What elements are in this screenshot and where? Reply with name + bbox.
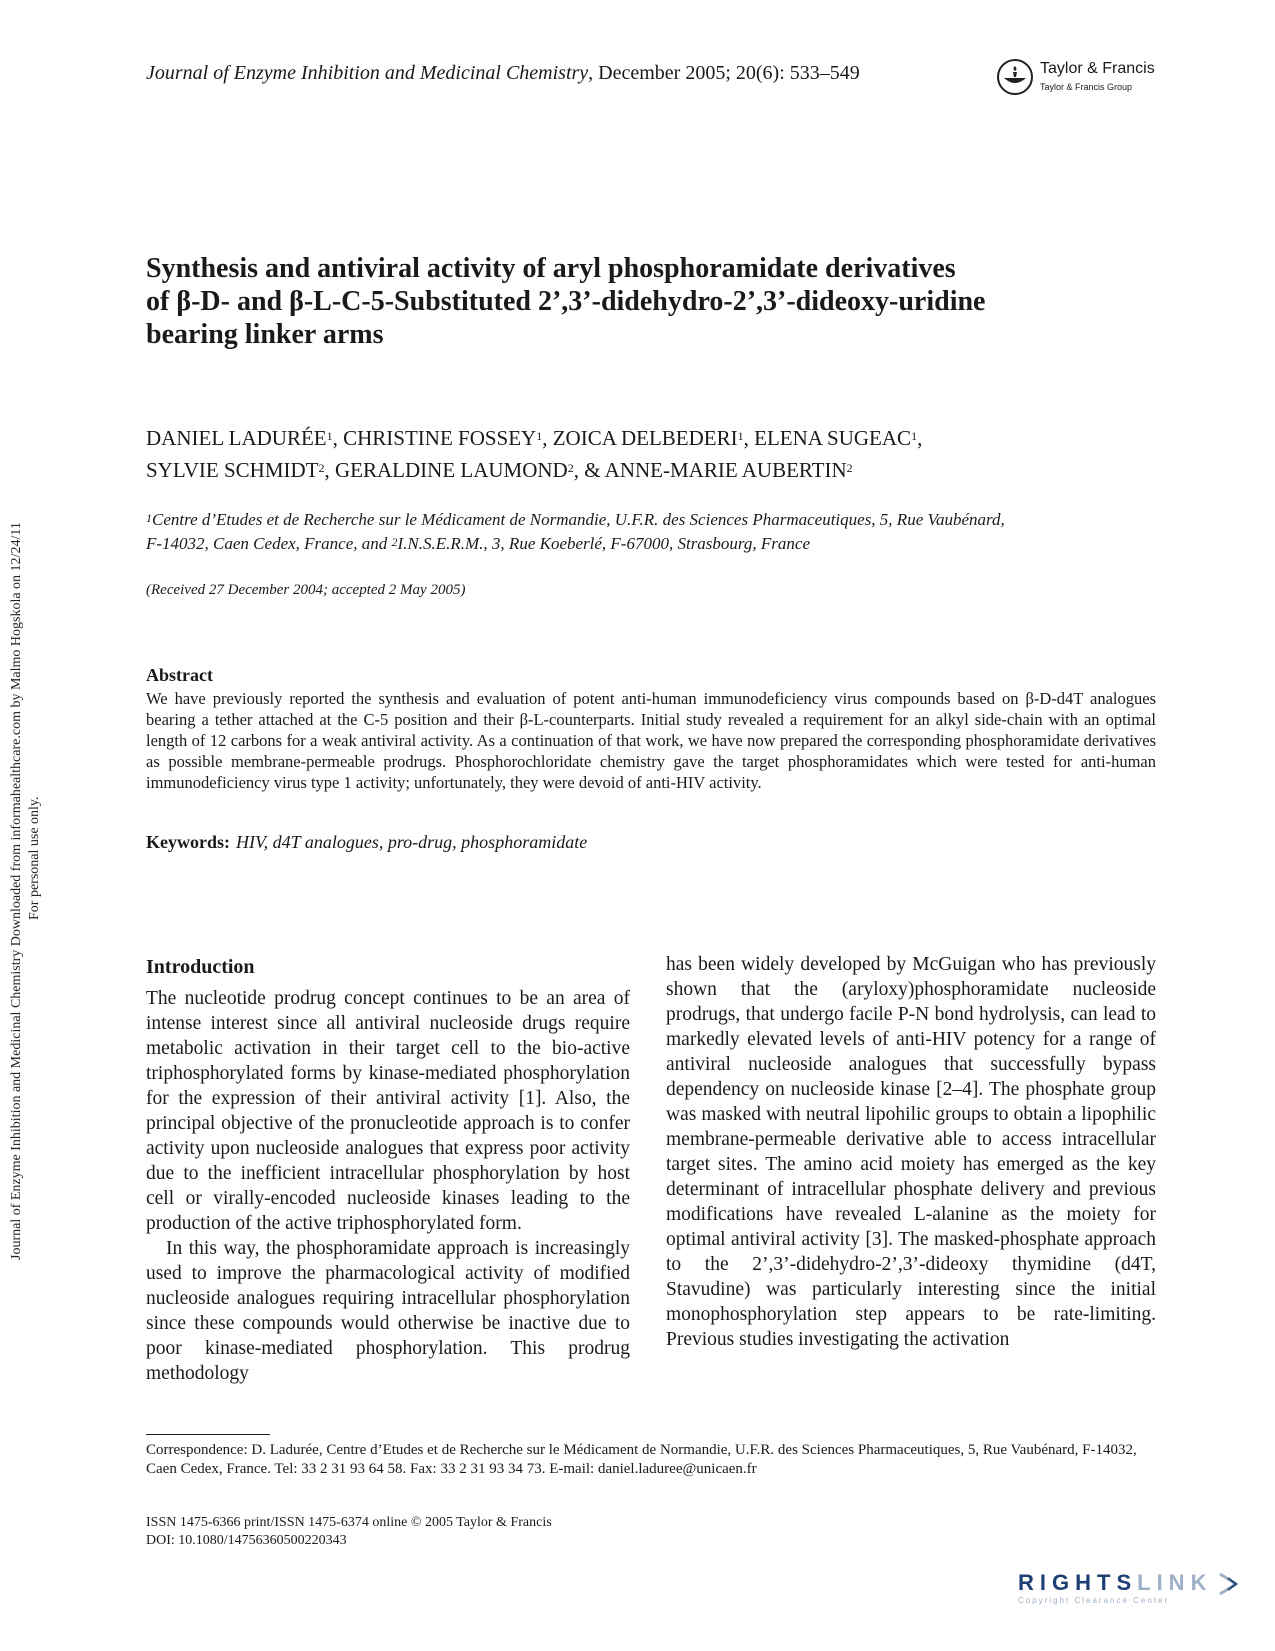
- paragraph: has been widely developed by McGuigan who has previously shown that the (aryloxy)phosphoramidate nucleoside prodrugs, that undergo facile P-N bond hydrolysis, can lead to markedly elevated levels of anti-HIV potency for a range of antiviral nucleoside analogues that successfully bypass dependency on nucleoside kinase [2–4]. The phosphate group was masked with neutral lipohilic groups to obtain a lipophilic membrane-permeable derivative able to access intracellular target sites. The amino acid moiety has emerged as the key determinant of intracellular phosphate delivery and previous modifications have revealed L-alanine as the moiety for optimal antiviral activity [3]. The masked-phosphate approach to the 2’,3’-didehydro-2’,3’-dideoxy thymidine (d4T, Stavudine) was particularly interesting since the initial monophosphorylation step appears to be rate-limiting. Previous studies investigating the activation: [666, 954, 1156, 1350]
- footnote-rule: [146, 1434, 270, 1435]
- author-name: , & ANNE-MARIE AUBERTIN: [573, 458, 847, 482]
- section-heading: Introduction: [146, 956, 255, 978]
- affiliation-mark: 1: [146, 511, 152, 525]
- affiliation-mark: 1: [536, 429, 543, 443]
- title-line: bearing linker arms: [146, 319, 384, 350]
- doi: DOI: 10.1080/14756360500220343: [146, 1533, 347, 1548]
- right-column: [666, 952, 1156, 1352]
- author-list: [146, 422, 1156, 486]
- affiliation-mark: 1: [326, 429, 333, 443]
- paragraph: The nucleotide prodrug concept continues to be an area of intense interest since all antiviral nucleoside drugs require metabolic activation in their target cell to the bio-active triphosphorylated forms by kinase-mediated phosphorylation for the expression of their antiviral activity [1]. Also, the principal objective of the pronucleotide approach is to confer activity upon nucleoside analogues that express poor activity due to the inefficient intracellular phosphorylation by host cell or virally-encoded nucleoside kinases leading to the production of the active triphosphorylated form.: [146, 988, 630, 1234]
- affiliation-text: Centre d’Etudes et de Recherche sur le Médicament de Normandie, U.F.R. des Sciences Pharmaceutiques, 5, Rue Vaubénard,: [152, 510, 1005, 529]
- affiliation-mark: 2: [846, 461, 853, 475]
- paper-title: [146, 252, 1156, 351]
- affiliation-mark: 2: [391, 535, 398, 549]
- abstract-heading: Abstract: [146, 665, 213, 685]
- keywords: [146, 832, 587, 853]
- rightslink-logo: [1018, 1568, 1248, 1610]
- received-dates: (Received 27 December 2004; accepted 2 May 2005): [146, 582, 466, 598]
- affiliation-line: [146, 532, 1156, 556]
- publisher-name: Taylor & Francis: [1040, 60, 1155, 77]
- author-name: , CHRISTINE FOSSEY: [332, 426, 537, 450]
- keywords-value: HIV, d4T analogues, pro-drug, phosphoramidate: [236, 832, 588, 852]
- rightslink-wordmark: [1018, 1570, 1212, 1596]
- affiliation-mark: 1: [911, 429, 918, 443]
- affiliation-line: [146, 508, 1156, 532]
- publisher-group: Taylor & Francis Group: [1040, 82, 1133, 92]
- affiliation-mark: 2: [567, 461, 574, 475]
- author-line: [146, 454, 1156, 486]
- rightslink-part: RIGHTS: [1018, 1570, 1138, 1595]
- affiliations: [146, 508, 1156, 556]
- affiliation-text: I.N.S.E.R.M., 3, Rue Koeberlé, F-67000, Strasbourg, France: [397, 534, 810, 553]
- author-name: , GERALDINE LAUMOND: [324, 458, 568, 482]
- abstract-body: We have previously reported the synthesis and evaluation of potent anti-human immunodeficiency virus compounds based on β-D-d4T analogues bearing a tether attached at the C-5 position and their β-L-counterparts. Initial study revealed a requirement for an alkyl side-chain with an optimal length of 12 carbons for a weak antiviral activity. As a continuation of that work, we have now prepared the corresponding phosphoramidate derivatives as possible membrane-permeable prodrugs. Phosphorochloridate chemistry gave the target phosphoramidates which were tested for anti-human immunodeficiency virus type 1 activity; unfortunately, they were devoid of anti-HIV activity.: [146, 689, 1156, 792]
- side-note-line: Journal of Enzyme Inhibition and Medicinal Chemistry Downloaded from informahealthcare.com by Malmo Hogskola on 12/24/11: [9, 522, 24, 1260]
- affiliation-text: F-14032, Caen Cedex, France, and: [146, 534, 392, 553]
- rightslink-part: LINK: [1137, 1570, 1213, 1595]
- affiliation-mark: 2: [318, 461, 325, 475]
- issn: ISSN 1475-6366 print/ISSN 1475-6374 online © 2005 Taylor & Francis: [146, 1515, 552, 1530]
- journal-citation: [146, 62, 860, 85]
- citation-details: , December 2005; 20(6): 533–549: [588, 62, 860, 84]
- rightslink-arrow-icon: [1218, 1572, 1240, 1596]
- affiliation-mark: 1: [737, 429, 744, 443]
- side-note-line: For personal use only.: [27, 796, 42, 920]
- left-column: [146, 986, 630, 1386]
- author-name: DANIEL LADURÉE: [146, 426, 327, 450]
- download-watermark: [0, 390, 48, 1260]
- correspondence-note: Correspondence: D. Ladurée, Centre d’Etudes et de Recherche sur le Médicament de Normandie, U.F.R. des Sciences Pharmaceutiques, 5, Rue Vaubénard, F-14032, Caen Cedex, France. Tel: 33 2 31 93 64 58. Fax: 33 2 31 93 34 73. E-mail: daniel.laduree@unicaen.fr: [146, 1442, 1137, 1477]
- publisher-logo: [996, 58, 1156, 98]
- rightslink-tagline: Copyright Clearance Center: [1018, 1596, 1170, 1605]
- journal-name: Journal of Enzyme Inhibition and Medicinal Chemistry: [146, 62, 589, 84]
- author-separator: ,: [917, 426, 923, 450]
- title-line: of β-D- and β-L-C-5-Substituted 2’,3’-didehydro-2’,3’-dideoxy-uridine: [146, 286, 986, 317]
- lamp-icon: [996, 58, 1034, 96]
- author-name: , ZOICA DELBEDERI: [542, 426, 738, 450]
- issn-doi: [146, 1514, 552, 1550]
- author-name: , ELENA SUGEAC: [743, 426, 912, 450]
- title-line: Synthesis and antiviral activity of aryl phosphoramidate derivatives: [146, 253, 956, 284]
- keywords-label: Keywords:: [146, 832, 230, 852]
- paragraph: In this way, the phosphoramidate approach is increasingly used to improve the pharmacological activity of modified nucleoside analogues requiring intracellular phosphorylation since these compounds would otherwise be inactive due to poor kinase-mediated phosphorylation. This prodrug methodology: [146, 1238, 630, 1384]
- author-name: SYLVIE SCHMIDT: [146, 458, 319, 482]
- author-line: [146, 422, 1156, 454]
